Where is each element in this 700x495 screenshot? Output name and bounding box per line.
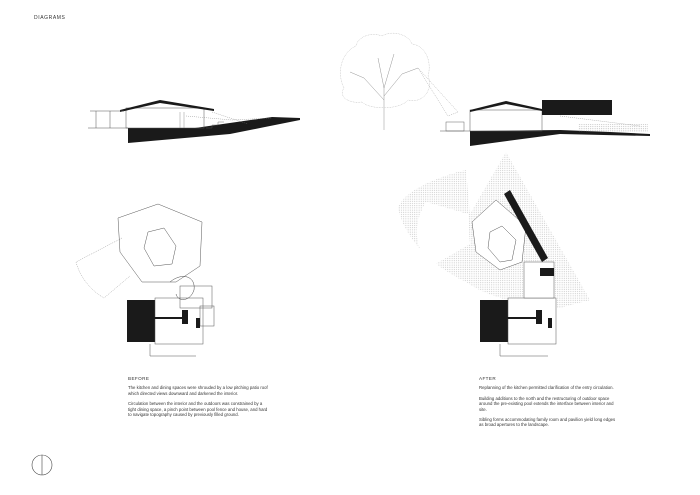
before-roof (120, 100, 214, 112)
after-house-dark-mass (480, 300, 508, 342)
before-house-dark-mass (127, 300, 155, 342)
after-heading: AFTER (479, 376, 497, 381)
north-arrow-icon (32, 455, 52, 475)
before-caption (128, 376, 268, 422)
before-ground-mass (128, 117, 300, 143)
before-paragraph: Circulation between the interior and the outdoors was constrained by a tight dining space, a pinch point between pool fence and house, and hard to navigate topography caused by previously filled ground. (128, 401, 268, 418)
tree-icon (340, 33, 429, 130)
before-heading: BEFORE (128, 376, 150, 381)
before-pool (144, 228, 176, 266)
before-pool-terrace (118, 204, 202, 282)
after-landscape-dots (578, 124, 648, 132)
after-ground-mass (470, 130, 650, 146)
after-paragraph: Sibling forms accommodating family room and pavilion yield long edges as broad apertures to the landscape. (479, 417, 616, 428)
before-section-elevation (88, 100, 300, 143)
after-caption (479, 376, 619, 433)
before-paragraph: The kitchen and dining spaces were shrouded by a low pitching patio roof which directed views downward and darkened the interior. (128, 385, 268, 396)
after-plan (398, 152, 590, 356)
after-section-elevation (340, 33, 650, 146)
after-pavilion-block (542, 100, 612, 115)
after-roof (470, 101, 542, 112)
before-plan (76, 204, 214, 356)
after-house-body (470, 110, 542, 131)
after-paragraph: Building additions to the north and the restructuring of outdoor space around the pre-existing pool extends the interface between interior and site. (479, 395, 614, 412)
before-view-arc (76, 238, 130, 298)
sheet-title: DIAGRAMS (34, 15, 66, 21)
before-house-body (126, 108, 204, 128)
after-paragraph: Replanning of the kitchen permitted clarification of the entry circulation. (479, 385, 614, 391)
